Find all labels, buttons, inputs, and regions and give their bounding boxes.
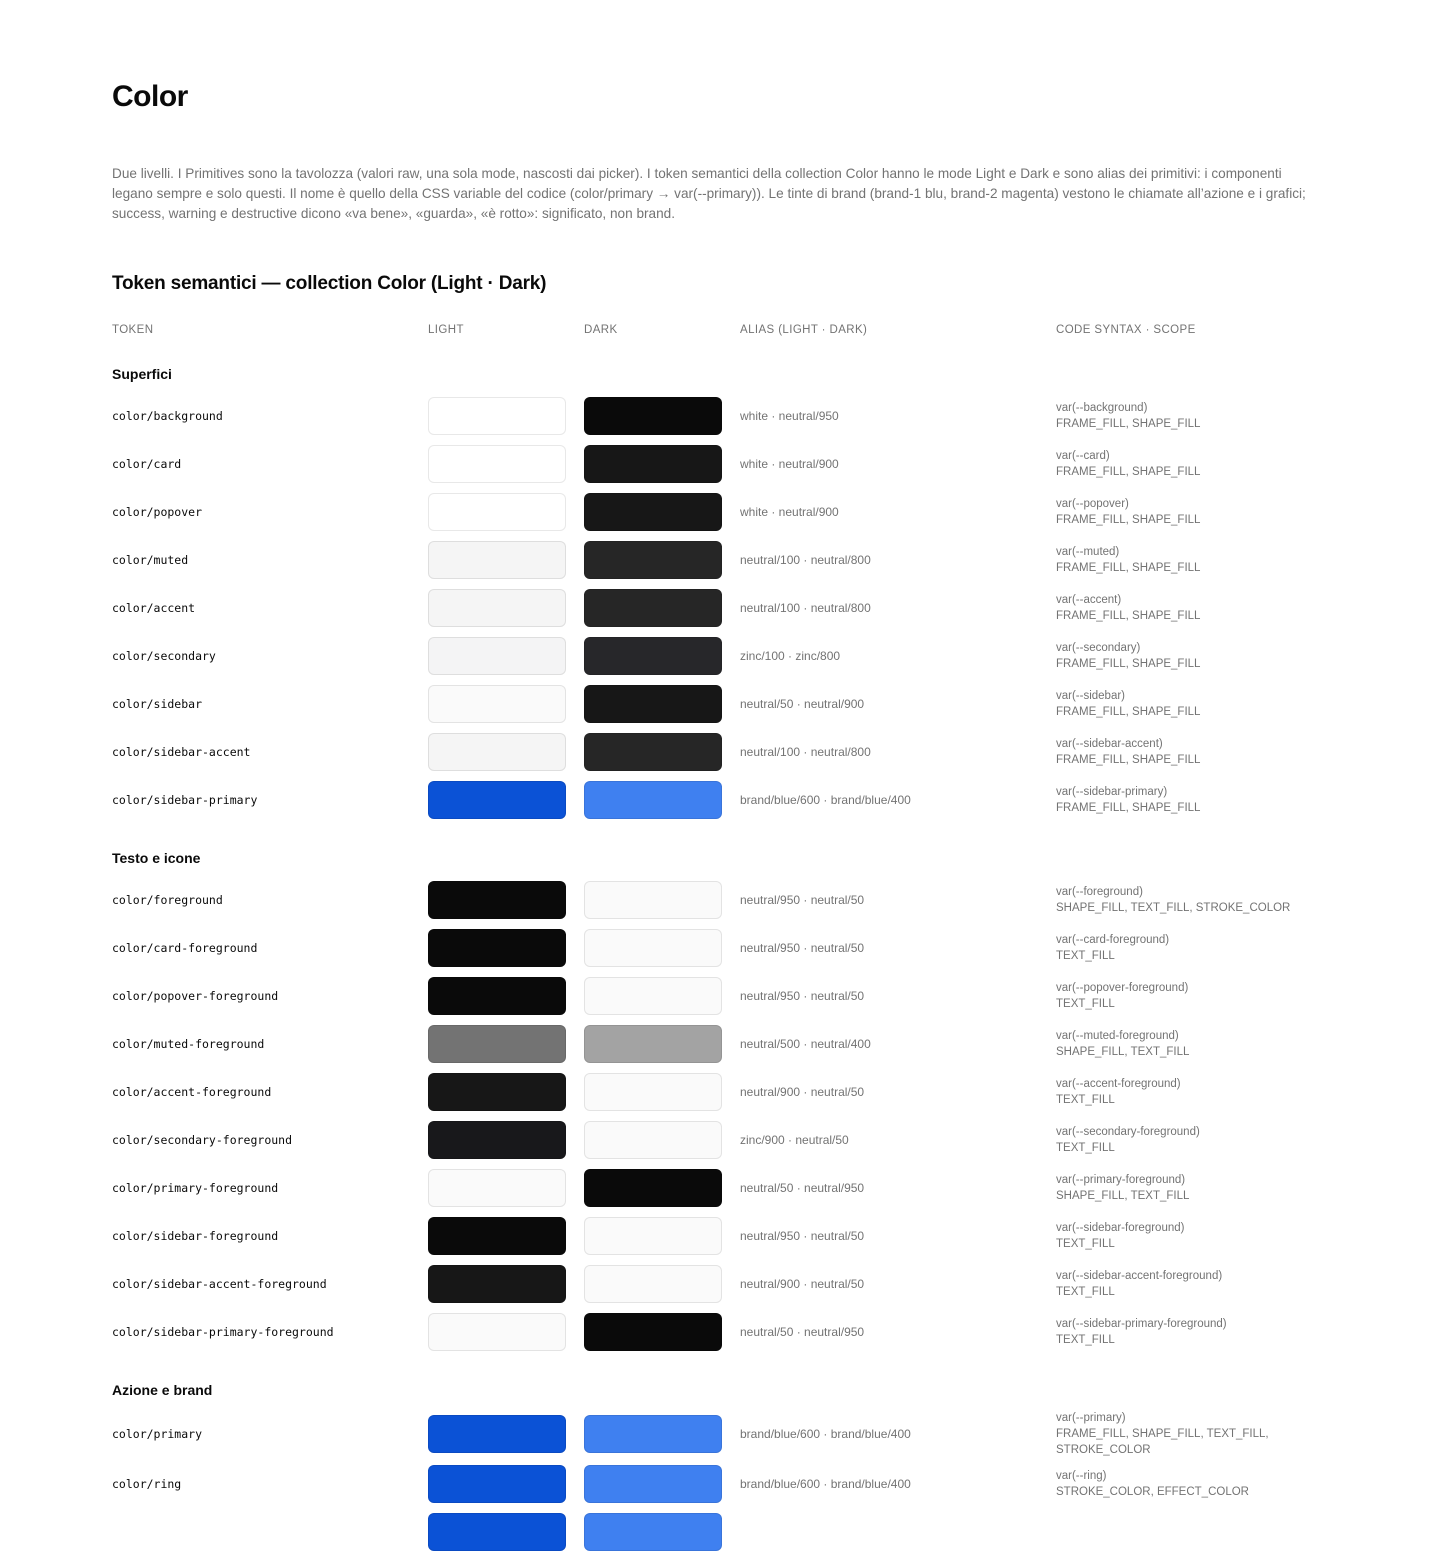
token-name: color/card [112, 457, 182, 471]
token-name: color/sidebar-accent-foreground [112, 1277, 327, 1291]
intro-paragraph: Due livelli. I Primitives sono la tavolozza (valori raw, una sola mode, nascosti dai picker). I token semantici della collection Color hanno le mode Light e Dark e sono alias dei primitivi: i componenti legano sempre e solo questi. Il nome è quello della CSS variable del codice (color/primary → var(--primary)). Le tinte di brand (brand-1 blu, brand-2 magenta) vestono le chiamate all’azione e i grafici; success, warning e destructive dicono «va bene», «guarda», «è rotto»: significato, non brand. [112, 166, 1306, 221]
column-header-code: CODE SYNTAX · SCOPE [1056, 324, 1196, 336]
token-name: color/sidebar-primary [112, 793, 258, 807]
token-name: color/foreground [112, 893, 223, 907]
code-syntax [1056, 784, 1316, 816]
alias-text: neutral/50 · neutral/950 [740, 1181, 865, 1195]
token-table [112, 362, 1328, 1556]
token-row [112, 1460, 1328, 1508]
dark-swatch [584, 1073, 722, 1111]
light-swatch [428, 1169, 566, 1207]
light-swatch [428, 637, 566, 675]
token-row [112, 536, 1328, 584]
token-name: color/sidebar [112, 697, 203, 711]
page-title: Color [112, 80, 188, 113]
dark-swatch [584, 977, 722, 1015]
css-variable: var(--sidebar) [1056, 690, 1126, 702]
css-variable: var(--card-foreground) [1056, 934, 1170, 946]
dark-swatch [584, 1313, 722, 1351]
scope-list: TEXT_FILL [1056, 1238, 1115, 1250]
table-header [112, 324, 1328, 340]
token-row [112, 924, 1328, 972]
light-swatch [428, 541, 566, 579]
code-syntax [1056, 1220, 1316, 1252]
alias-text: neutral/900 · neutral/50 [740, 1085, 865, 1099]
token-name: color/primary [112, 1427, 203, 1441]
token-group [112, 1378, 1328, 1556]
code-syntax [1056, 1468, 1316, 1500]
token-name: color/card-foreground [112, 941, 258, 955]
light-swatch [428, 977, 566, 1015]
dark-swatch [584, 1465, 722, 1503]
alias-text: neutral/900 · neutral/50 [740, 1277, 865, 1291]
light-swatch [428, 397, 566, 435]
token-name: color/primary-foreground [112, 1181, 279, 1195]
dark-swatch [584, 1025, 722, 1063]
alias-text: neutral/100 · neutral/800 [740, 553, 871, 567]
scope-list: FRAME_FILL, SHAPE_FILL, TEXT_FILL, STROKE_COLOR [1056, 1428, 1269, 1456]
light-swatch [428, 589, 566, 627]
alias-text: white · neutral/900 [740, 505, 839, 519]
code-syntax [1056, 1316, 1316, 1348]
token-row [112, 1020, 1328, 1068]
token-row [112, 632, 1328, 680]
column-header-dark: DARK [584, 324, 618, 336]
scope-list: SHAPE_FILL, TEXT_FILL, STROKE_COLOR [1056, 902, 1291, 914]
dark-swatch [584, 493, 722, 531]
token-row [112, 876, 1328, 924]
css-variable: var(--muted) [1056, 546, 1120, 558]
dark-swatch [584, 929, 722, 967]
alias-text: neutral/950 · neutral/50 [740, 941, 865, 955]
css-variable: var(--sidebar-foreground) [1056, 1222, 1185, 1234]
token-name: color/secondary-foreground [112, 1133, 293, 1147]
token-row [112, 972, 1328, 1020]
light-swatch [428, 1415, 566, 1453]
code-syntax [1056, 448, 1316, 480]
token-row [112, 1164, 1328, 1212]
token-row [112, 1508, 1328, 1556]
scope-list: TEXT_FILL [1056, 998, 1115, 1010]
light-swatch [428, 1121, 566, 1159]
css-variable: var(--foreground) [1056, 886, 1143, 898]
alias-text: brand/blue/600 · brand/blue/400 [740, 1477, 911, 1491]
token-row [112, 1408, 1328, 1460]
token-row [112, 1308, 1328, 1356]
token-row [112, 1260, 1328, 1308]
alias-text: zinc/100 · zinc/800 [740, 649, 841, 663]
css-variable: var(--popover) [1056, 498, 1129, 510]
light-swatch [428, 1217, 566, 1255]
column-header-token: TOKEN [112, 324, 154, 336]
scope-list: FRAME_FILL, SHAPE_FILL [1056, 706, 1201, 718]
light-swatch [428, 685, 566, 723]
alias-text: neutral/100 · neutral/800 [740, 745, 871, 759]
group-label: Azione e brand [112, 1382, 213, 1398]
code-syntax [1056, 1076, 1316, 1108]
alias-text: neutral/950 · neutral/50 [740, 893, 865, 907]
token-row [112, 488, 1328, 536]
alias-text: zinc/900 · neutral/50 [740, 1133, 849, 1147]
dark-swatch [584, 1415, 722, 1453]
code-syntax [1056, 980, 1316, 1012]
dark-swatch [584, 637, 722, 675]
light-swatch [428, 929, 566, 967]
code-syntax [1056, 688, 1316, 720]
dark-swatch [584, 1217, 722, 1255]
css-variable: var(--sidebar-primary) [1056, 786, 1168, 798]
token-name: color/secondary [112, 649, 216, 663]
alias-text: neutral/950 · neutral/50 [740, 989, 865, 1003]
light-swatch [428, 1025, 566, 1063]
light-swatch [428, 1513, 566, 1551]
section-title: Token semantici — collection Color (Light · Dark) [112, 273, 547, 294]
light-swatch [428, 493, 566, 531]
css-variable: var(--card) [1056, 450, 1110, 462]
scope-list: FRAME_FILL, SHAPE_FILL [1056, 514, 1201, 526]
scope-list: SHAPE_FILL, TEXT_FILL [1056, 1190, 1190, 1202]
token-group [112, 846, 1328, 1356]
token-row [112, 392, 1328, 440]
token-name: color/sidebar-primary-foreground [112, 1325, 334, 1339]
token-row [112, 440, 1328, 488]
light-swatch [428, 1313, 566, 1351]
code-syntax [1056, 736, 1316, 768]
code-syntax [1056, 544, 1316, 576]
code-syntax [1056, 1124, 1316, 1156]
dark-swatch [584, 881, 722, 919]
token-name: color/sidebar-foreground [112, 1229, 279, 1243]
dark-swatch [584, 1513, 722, 1551]
token-name: color/muted [112, 553, 189, 567]
code-syntax [1056, 884, 1316, 916]
light-swatch [428, 733, 566, 771]
token-row [112, 680, 1328, 728]
code-syntax [1056, 400, 1316, 432]
css-variable: var(--primary-foreground) [1056, 1174, 1186, 1186]
column-header-alias: ALIAS (LIGHT · DARK) [740, 324, 868, 336]
token-row [112, 1116, 1328, 1164]
token-row [112, 1068, 1328, 1116]
column-header-light: LIGHT [428, 324, 464, 336]
css-variable: var(--accent) [1056, 594, 1122, 606]
token-row [112, 728, 1328, 776]
css-variable: var(--primary) [1056, 1412, 1126, 1424]
scope-list: TEXT_FILL [1056, 1142, 1115, 1154]
code-syntax [1056, 592, 1316, 624]
dark-swatch [584, 733, 722, 771]
dark-swatch [584, 541, 722, 579]
alias-text: neutral/50 · neutral/950 [740, 1325, 865, 1339]
code-syntax [1056, 1172, 1316, 1204]
token-name: color/sidebar-accent [112, 745, 251, 759]
token-name: color/background [112, 409, 223, 423]
scope-list: FRAME_FILL, SHAPE_FILL [1056, 466, 1201, 478]
alias-text: neutral/50 · neutral/900 [740, 697, 865, 711]
scope-list: SHAPE_FILL, TEXT_FILL [1056, 1046, 1190, 1058]
scope-list: FRAME_FILL, SHAPE_FILL [1056, 562, 1201, 574]
css-variable: var(--sidebar-accent-foreground) [1056, 1270, 1223, 1282]
token-name: color/muted-foreground [112, 1037, 265, 1051]
scope-list: FRAME_FILL, SHAPE_FILL [1056, 754, 1201, 766]
token-name: color/popover [112, 505, 203, 519]
light-swatch [428, 1073, 566, 1111]
dark-swatch [584, 1265, 722, 1303]
alias-text: neutral/500 · neutral/400 [740, 1037, 871, 1051]
scope-list: FRAME_FILL, SHAPE_FILL [1056, 610, 1201, 622]
dark-swatch [584, 1169, 722, 1207]
css-variable: var(--sidebar-accent) [1056, 738, 1163, 750]
css-variable: var(--background) [1056, 402, 1148, 414]
token-name: color/accent-foreground [112, 1085, 272, 1099]
token-row [112, 776, 1328, 824]
token-name: color/accent [112, 601, 196, 615]
scope-list: FRAME_FILL, SHAPE_FILL [1056, 418, 1201, 430]
alias-text: brand/blue/600 · brand/blue/400 [740, 1427, 911, 1441]
token-row [112, 1212, 1328, 1260]
alias-text: white · neutral/950 [740, 409, 839, 423]
alias-text: neutral/950 · neutral/50 [740, 1229, 865, 1243]
css-variable: var(--muted-foreground) [1056, 1030, 1179, 1042]
css-variable: var(--accent-foreground) [1056, 1078, 1181, 1090]
alias-text: brand/blue/600 · brand/blue/400 [740, 793, 911, 807]
code-syntax [1056, 640, 1316, 672]
group-label: Superfici [112, 366, 172, 382]
scope-list: STROKE_COLOR, EFFECT_COLOR [1056, 1486, 1249, 1498]
light-swatch [428, 1265, 566, 1303]
token-row [112, 584, 1328, 632]
dark-swatch [584, 685, 722, 723]
dark-swatch [584, 397, 722, 435]
light-swatch [428, 881, 566, 919]
scope-list: FRAME_FILL, SHAPE_FILL [1056, 802, 1201, 814]
css-variable: var(--ring) [1056, 1470, 1107, 1482]
scope-list: TEXT_FILL [1056, 1334, 1115, 1346]
css-variable: var(--secondary) [1056, 642, 1141, 654]
token-name: color/popover-foreground [112, 989, 279, 1003]
scope-list: TEXT_FILL [1056, 1094, 1115, 1106]
code-syntax [1056, 1028, 1316, 1060]
light-swatch [428, 445, 566, 483]
dark-swatch [584, 445, 722, 483]
css-variable: var(--sidebar-primary-foreground) [1056, 1318, 1227, 1330]
alias-text: neutral/100 · neutral/800 [740, 601, 871, 615]
scope-list: TEXT_FILL [1056, 950, 1115, 962]
group-label: Testo e icone [112, 850, 201, 866]
alias-text: white · neutral/900 [740, 457, 839, 471]
code-syntax [1056, 1268, 1316, 1300]
scope-list: TEXT_FILL [1056, 1286, 1115, 1298]
light-swatch [428, 1465, 566, 1503]
code-syntax [1056, 1410, 1316, 1458]
css-variable: var(--secondary-foreground) [1056, 1126, 1200, 1138]
dark-swatch [584, 589, 722, 627]
css-variable: var(--popover-foreground) [1056, 982, 1189, 994]
code-syntax [1056, 932, 1316, 964]
dark-swatch [584, 781, 722, 819]
code-syntax [1056, 496, 1316, 528]
token-name: color/ring [112, 1477, 182, 1491]
dark-swatch [584, 1121, 722, 1159]
scope-list: FRAME_FILL, SHAPE_FILL [1056, 658, 1201, 670]
token-group [112, 362, 1328, 824]
light-swatch [428, 781, 566, 819]
